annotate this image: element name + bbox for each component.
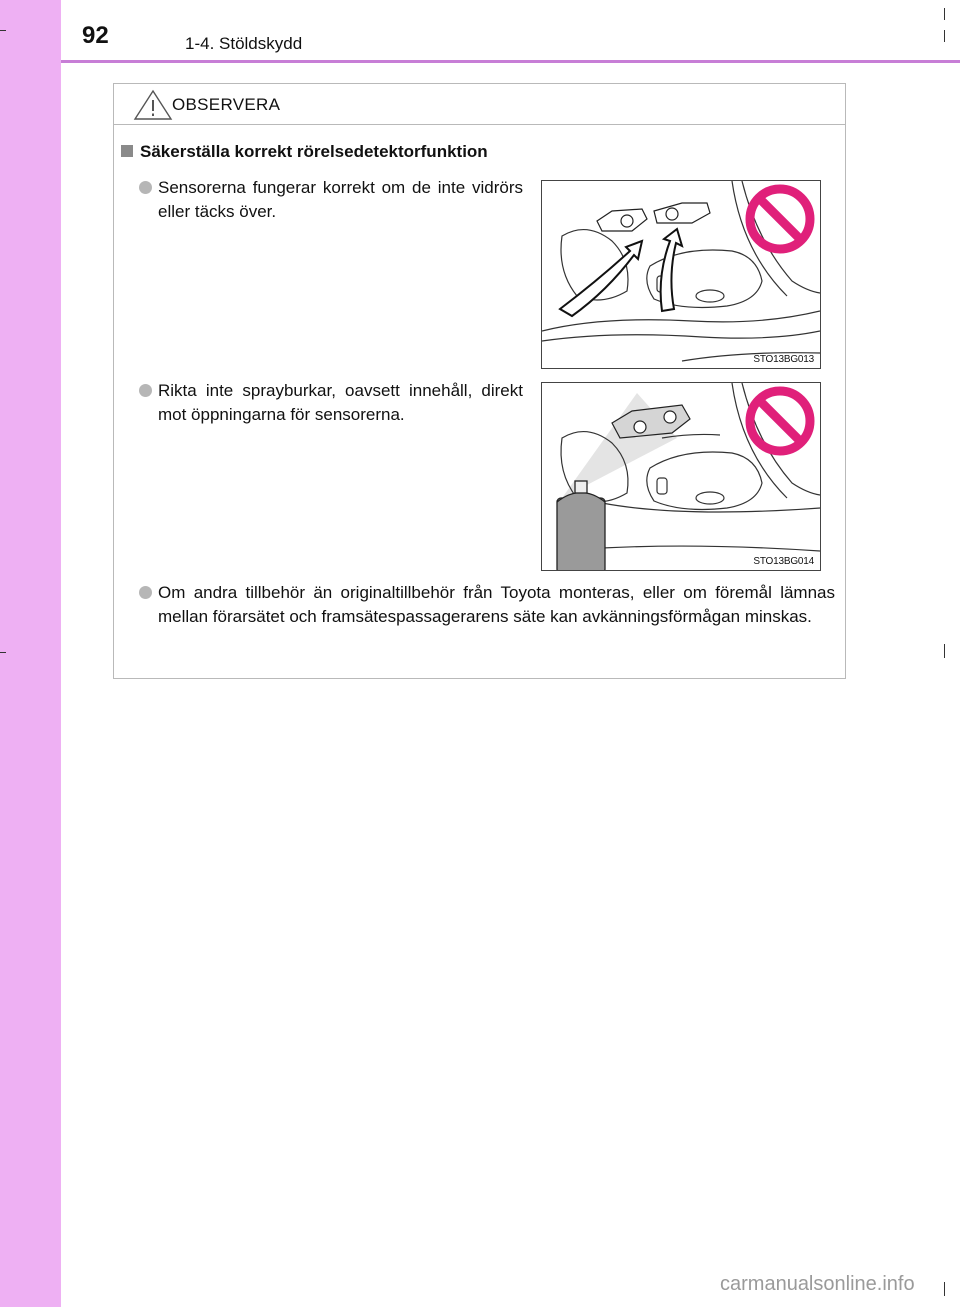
crop-mark [0, 652, 6, 653]
prohibition-icon [750, 189, 810, 249]
caution-header [114, 84, 845, 125]
caution-heading-text: Säkerställa korrekt rörelsedetektorfunktion [140, 142, 488, 161]
sensor-covered-drawing [542, 181, 820, 368]
crop-mark [944, 1282, 945, 1296]
caution-label: OBSERVERA [172, 95, 281, 114]
warning-icon [133, 89, 173, 121]
bullet-dot-icon [139, 586, 152, 599]
bullet-text: Om andra tillbehör än originaltillbehör från Toyota monteras, eller om föremål lämnas mellan förarsätet och framsätespassagerarens säte kan avkänningsförmågan minskas. [158, 583, 835, 626]
bullet-item [139, 176, 523, 224]
figure-code: STO13BG013 [753, 354, 814, 365]
spray-can-drawing [542, 383, 820, 570]
crop-mark [944, 644, 945, 658]
side-color-band [0, 0, 61, 1307]
bullet-item [139, 581, 835, 629]
caution-box [113, 83, 846, 679]
crop-mark [0, 30, 6, 31]
crop-mark [944, 30, 945, 42]
bullet-text: Sensorerna fungerar korrekt om de inte vidrörs eller täcks över. [158, 178, 523, 221]
sensor-illustration [541, 180, 821, 369]
watermark: carmanualsonline.info [720, 1273, 915, 1295]
bullet-text: Rikta inte sprayburkar, oavsett innehåll, direkt mot öppningarna för sensorerna. [158, 381, 523, 424]
square-bullet-icon [121, 145, 133, 157]
figure-code: STO13BG014 [753, 556, 814, 567]
crop-mark [944, 8, 945, 20]
section-title: 1-4. Stöldskydd [185, 34, 303, 53]
spray-illustration [541, 382, 821, 571]
bullet-item [139, 379, 523, 427]
page-number: 92 [82, 22, 109, 49]
prohibition-icon [750, 391, 810, 451]
bullet-dot-icon [139, 181, 152, 194]
bullet-dot-icon [139, 384, 152, 397]
caution-heading [121, 142, 488, 162]
